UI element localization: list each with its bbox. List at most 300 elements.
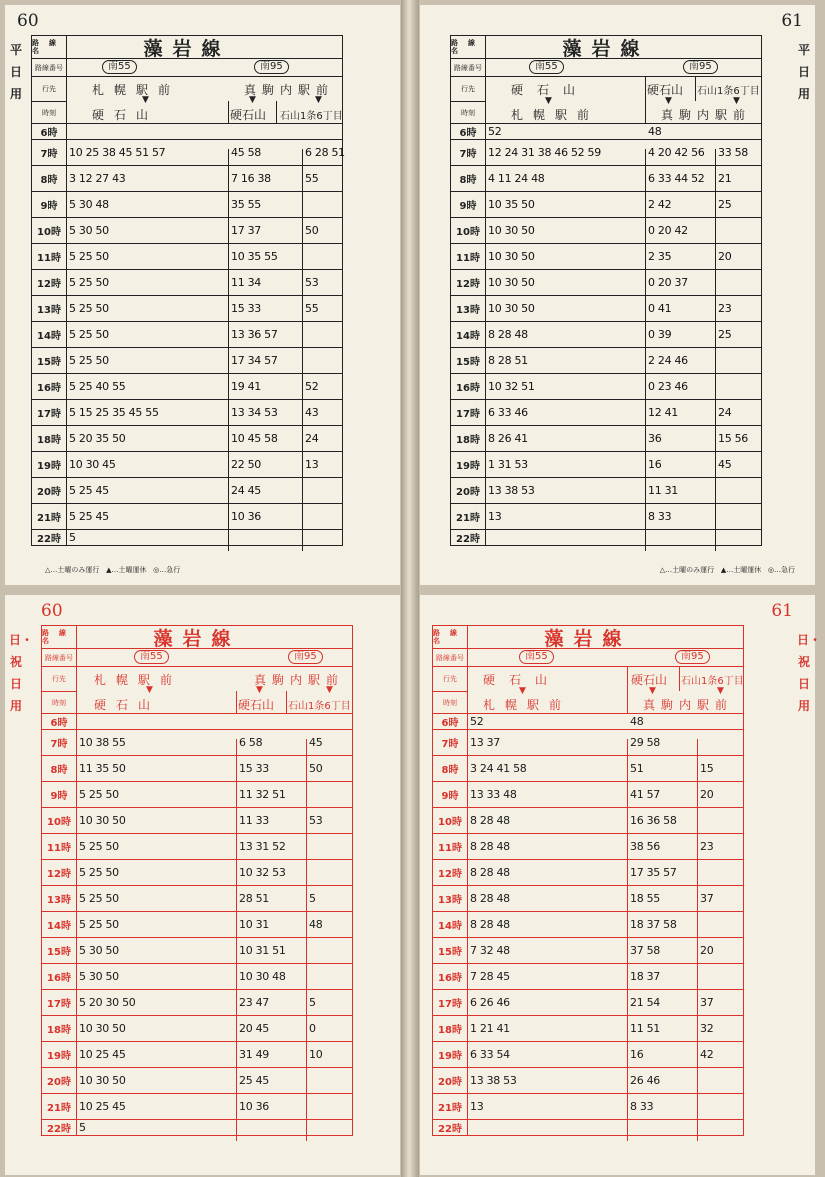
times-cell: 16 bbox=[648, 458, 662, 471]
times-cell: 20 bbox=[718, 250, 732, 263]
times-cell: 31 49 bbox=[239, 1048, 269, 1061]
hour-cell: 21時 bbox=[42, 1094, 77, 1119]
hour-cell: 13時 bbox=[433, 886, 468, 911]
times-cell: 10 25 38 45 51 57 bbox=[69, 146, 166, 159]
destination-label: 行先 bbox=[32, 77, 67, 101]
times-cell: 6 28 51 bbox=[305, 146, 345, 159]
times-cell: 11 31 bbox=[648, 484, 678, 497]
hour-label: 時刻 bbox=[32, 101, 67, 123]
hour-cell: 15時 bbox=[433, 938, 468, 963]
hour-cell: 13時 bbox=[42, 886, 77, 911]
times-cell: 6 33 54 bbox=[470, 1048, 510, 1061]
times-cell: 5 30 50 bbox=[79, 970, 119, 983]
times-cell: 13 bbox=[488, 510, 502, 523]
hour-cell: 19時 bbox=[451, 452, 486, 477]
hour-cell: 15時 bbox=[32, 348, 67, 373]
table-row bbox=[451, 124, 761, 140]
times-cell: 4 20 42 56 bbox=[648, 146, 705, 159]
times-cell: 28 51 bbox=[239, 892, 269, 905]
times-cell: 5 25 45 bbox=[69, 484, 109, 497]
hour-cell: 22時 bbox=[32, 530, 67, 545]
times-cell: 10 bbox=[309, 1048, 323, 1061]
times-cell: 11 34 bbox=[231, 276, 261, 289]
times-cell: 13 31 52 bbox=[239, 840, 286, 853]
times-cell: 5 30 48 bbox=[69, 198, 109, 211]
table-row bbox=[32, 192, 342, 218]
legend-item: ◎…急行 bbox=[767, 566, 795, 574]
destination-top: 硬石山 bbox=[647, 83, 684, 97]
legend-item: ◎…急行 bbox=[153, 566, 181, 574]
hour-cell: 6時 bbox=[451, 124, 486, 139]
times-cell: 10 30 45 bbox=[69, 458, 116, 471]
times-cell: 10 45 58 bbox=[231, 432, 278, 445]
times-cell: 18 37 58 bbox=[630, 918, 677, 931]
route-badge: 南95 bbox=[683, 60, 718, 74]
times-cell: 52 bbox=[488, 125, 502, 138]
times-cell: 48 bbox=[309, 918, 323, 931]
table-row bbox=[32, 478, 342, 504]
hour-cell: 18時 bbox=[42, 1016, 77, 1041]
route-badge: 南55 bbox=[519, 650, 554, 664]
destination-top: 石山1条6丁目 bbox=[697, 86, 760, 97]
table-row bbox=[32, 124, 342, 140]
times-cell: 32 bbox=[700, 1022, 714, 1035]
times-cell: 50 bbox=[305, 224, 319, 237]
times-cell: 13 36 57 bbox=[231, 328, 278, 341]
hour-label: 時刻 bbox=[42, 691, 77, 713]
times-cell: 13 38 53 bbox=[470, 1074, 517, 1087]
hour-cell: 8時 bbox=[451, 166, 486, 191]
hour-cell: 6時 bbox=[42, 714, 77, 729]
column-divider bbox=[228, 149, 229, 551]
times-cell: 11 33 bbox=[239, 814, 269, 827]
route-label: 路線番号 bbox=[42, 649, 77, 666]
times-cell bbox=[302, 124, 305, 139]
times-cell: 45 bbox=[309, 736, 323, 749]
times-cell: 5 25 50 bbox=[79, 892, 119, 905]
times-cell: 10 30 50 bbox=[79, 1022, 126, 1035]
destination-row bbox=[433, 667, 743, 714]
times-cell: 5 20 35 50 bbox=[69, 432, 126, 445]
timetable bbox=[450, 35, 762, 546]
column-divider bbox=[286, 691, 287, 713]
times-cell: 0 bbox=[309, 1022, 316, 1035]
legend-item: ▲…土曜運休 bbox=[106, 566, 147, 574]
legend-item: △…土曜のみ運行 bbox=[659, 566, 715, 574]
line-label: 路線名 bbox=[42, 626, 77, 648]
times-cell: 13 33 48 bbox=[470, 788, 517, 801]
time-rows bbox=[433, 714, 743, 1135]
hour-cell: 17時 bbox=[433, 990, 468, 1015]
times-cell: 25 bbox=[718, 198, 732, 211]
timetable bbox=[31, 35, 343, 546]
hour-cell: 10時 bbox=[42, 808, 77, 833]
times-cell: 20 bbox=[700, 788, 714, 801]
column-divider bbox=[228, 101, 229, 123]
hour-cell: 14時 bbox=[451, 322, 486, 347]
times-cell: 25 45 bbox=[239, 1074, 269, 1087]
legend-item: △…土曜のみ運行 bbox=[45, 566, 100, 574]
hour-cell: 8時 bbox=[32, 166, 67, 191]
times-cell: 18 37 bbox=[630, 970, 660, 983]
times-cell: 12 41 bbox=[648, 406, 678, 419]
times-cell: 15 33 bbox=[231, 302, 261, 315]
times-cell: 5 25 50 bbox=[79, 840, 119, 853]
route-row bbox=[451, 59, 761, 77]
hour-cell: 10時 bbox=[32, 218, 67, 243]
times-cell: 3 24 41 58 bbox=[470, 762, 527, 775]
times-cell: 45 bbox=[718, 458, 732, 471]
times-cell: 8 28 48 bbox=[470, 840, 510, 853]
times-cell bbox=[306, 714, 309, 729]
arrow-down-icon: ▼ bbox=[146, 685, 153, 695]
times-cell: 52 bbox=[470, 715, 484, 728]
hour-cell: 11時 bbox=[451, 244, 486, 269]
times-cell: 5 25 50 bbox=[69, 328, 109, 341]
times-cell bbox=[236, 714, 239, 729]
hour-cell: 13時 bbox=[451, 296, 486, 321]
page-number: 61 bbox=[781, 11, 803, 31]
times-cell: 6 33 46 bbox=[488, 406, 528, 419]
destination-top: 札幌駅前 bbox=[94, 673, 183, 687]
hour-cell: 16時 bbox=[451, 374, 486, 399]
times-cell: 8 28 48 bbox=[488, 328, 528, 341]
route-badge: 南95 bbox=[675, 650, 710, 664]
times-cell: 13 bbox=[305, 458, 319, 471]
times-cell: 10 30 50 bbox=[79, 1074, 126, 1087]
table-row bbox=[32, 426, 342, 452]
times-cell: 37 bbox=[700, 996, 714, 1009]
destination-top: 硬石山 bbox=[511, 83, 590, 97]
destination-top: 真駒内駅前 bbox=[254, 673, 345, 687]
destination-bottom: 硬石山 bbox=[230, 108, 267, 122]
times-cell: 20 bbox=[700, 944, 714, 957]
hour-label: 時刻 bbox=[451, 101, 486, 123]
destination-label: 行先 bbox=[42, 667, 77, 691]
times-cell: 10 30 50 bbox=[79, 814, 126, 827]
times-cell: 10 36 bbox=[231, 510, 261, 523]
times-cell: 5 15 25 35 45 55 bbox=[69, 406, 159, 419]
column-divider bbox=[697, 739, 698, 1141]
times-cell: 10 35 55 bbox=[231, 250, 278, 263]
route-row bbox=[32, 59, 342, 77]
times-cell: 23 bbox=[718, 302, 732, 315]
times-cell: 35 55 bbox=[231, 198, 261, 211]
times-cell: 10 30 50 bbox=[488, 250, 535, 263]
column-divider bbox=[645, 149, 646, 551]
times-cell bbox=[715, 124, 718, 139]
times-cell: 2 35 bbox=[648, 250, 672, 263]
times-cell: 13 bbox=[470, 1100, 484, 1113]
times-cell: 33 58 bbox=[718, 146, 748, 159]
legend-item: ▲…土曜運休 bbox=[720, 566, 762, 574]
weekday-right-page bbox=[420, 5, 815, 585]
weekday-left-page bbox=[5, 5, 400, 585]
route-badge: 南55 bbox=[102, 60, 137, 74]
destination-top: 真駒内駅前 bbox=[244, 83, 335, 97]
table-row bbox=[32, 218, 342, 244]
column-divider bbox=[236, 691, 237, 713]
times-cell: 0 20 37 bbox=[648, 276, 688, 289]
times-cell: 29 58 bbox=[630, 736, 660, 749]
hour-cell: 21時 bbox=[451, 504, 486, 529]
times-cell: 12 24 31 38 46 52 59 bbox=[488, 146, 601, 159]
times-cell: 1 31 53 bbox=[488, 458, 528, 471]
times-cell: 10 30 50 bbox=[488, 276, 535, 289]
hour-cell: 10時 bbox=[451, 218, 486, 243]
hour-cell: 8時 bbox=[42, 756, 77, 781]
table-row bbox=[32, 322, 342, 348]
times-cell: 2 24 46 bbox=[648, 354, 688, 367]
times-cell: 13 38 53 bbox=[488, 484, 535, 497]
times-cell: 20 45 bbox=[239, 1022, 269, 1035]
table-row bbox=[32, 400, 342, 426]
times-cell: 5 30 50 bbox=[69, 224, 109, 237]
line-label: 路線名 bbox=[433, 626, 468, 648]
times-cell: 25 bbox=[718, 328, 732, 341]
hour-cell: 14時 bbox=[42, 912, 77, 937]
hour-cell: 7時 bbox=[433, 730, 468, 755]
times-cell: 15 33 bbox=[239, 762, 269, 775]
times-cell: 3 12 27 43 bbox=[69, 172, 126, 185]
times-cell: 7 28 45 bbox=[470, 970, 510, 983]
hour-cell: 17時 bbox=[32, 400, 67, 425]
times-cell: 5 25 50 bbox=[69, 302, 109, 315]
line-name-row bbox=[42, 626, 352, 649]
times-cell: 5 30 50 bbox=[79, 944, 119, 957]
column-divider bbox=[302, 149, 303, 551]
hour-cell: 16時 bbox=[42, 964, 77, 989]
times-cell bbox=[76, 714, 79, 729]
hour-cell: 6時 bbox=[32, 124, 67, 139]
times-cell: 26 46 bbox=[630, 1074, 660, 1087]
times-cell: 5 25 50 bbox=[69, 250, 109, 263]
hour-label: 時刻 bbox=[433, 691, 468, 713]
arrow-down-icon: ▼ bbox=[665, 96, 672, 106]
times-cell: 38 56 bbox=[630, 840, 660, 853]
destination-top: 硬石山 bbox=[631, 673, 668, 687]
hour-cell: 7時 bbox=[32, 140, 67, 165]
hour-cell: 14時 bbox=[433, 912, 468, 937]
times-cell: 0 23 46 bbox=[648, 380, 688, 393]
hour-cell: 18時 bbox=[451, 426, 486, 451]
schedule-type-label: 日・祝日用 bbox=[9, 633, 34, 713]
line-name-row bbox=[433, 626, 743, 649]
hour-cell: 9時 bbox=[451, 192, 486, 217]
route-label: 路線番号 bbox=[433, 649, 468, 666]
route-badge: 南55 bbox=[134, 650, 169, 664]
time-rows bbox=[42, 714, 352, 1135]
table-row bbox=[433, 714, 743, 730]
times-cell: 13 34 53 bbox=[231, 406, 278, 419]
hour-cell: 19時 bbox=[433, 1042, 468, 1067]
times-cell: 5 25 50 bbox=[79, 918, 119, 931]
times-cell: 5 25 50 bbox=[79, 866, 119, 879]
route-badge: 南95 bbox=[288, 650, 323, 664]
table-row bbox=[32, 374, 342, 400]
table-row bbox=[42, 714, 352, 730]
arrow-down-icon: ▼ bbox=[545, 96, 552, 106]
times-cell: 8 28 48 bbox=[470, 918, 510, 931]
hour-cell: 22時 bbox=[451, 530, 486, 545]
arrow-down-icon: ▼ bbox=[249, 95, 256, 105]
destination-bottom: 真駒内駅前 bbox=[661, 108, 752, 122]
table-row bbox=[32, 530, 342, 545]
times-cell: 50 bbox=[309, 762, 323, 775]
arrow-down-icon: ▼ bbox=[649, 686, 656, 696]
destination-bottom: 石山1条6丁目 bbox=[288, 701, 351, 712]
times-cell: 10 31 bbox=[239, 918, 269, 931]
hour-cell: 7時 bbox=[451, 140, 486, 165]
times-cell: 13 37 bbox=[470, 736, 500, 749]
destination-row bbox=[451, 77, 761, 124]
page-number: 60 bbox=[41, 601, 63, 621]
table-row bbox=[32, 166, 342, 192]
times-cell: 37 58 bbox=[630, 944, 660, 957]
column-divider bbox=[627, 667, 628, 713]
hour-cell: 9時 bbox=[42, 782, 77, 807]
times-cell: 37 bbox=[700, 892, 714, 905]
times-cell: 6 26 46 bbox=[470, 996, 510, 1009]
table-row bbox=[32, 244, 342, 270]
times-cell: 45 58 bbox=[231, 146, 261, 159]
times-cell bbox=[697, 714, 700, 729]
hour-cell: 11時 bbox=[42, 834, 77, 859]
time-rows bbox=[32, 124, 345, 545]
times-cell: 17 35 57 bbox=[630, 866, 677, 879]
hour-cell: 15時 bbox=[451, 348, 486, 373]
legend bbox=[45, 565, 180, 575]
times-cell: 11 51 bbox=[630, 1022, 660, 1035]
hour-cell: 21時 bbox=[32, 504, 67, 529]
hour-cell: 6時 bbox=[433, 714, 468, 729]
times-cell bbox=[467, 1120, 470, 1135]
hour-cell: 7時 bbox=[42, 730, 77, 755]
destination-bottom: 硬石山 bbox=[238, 698, 275, 712]
destination-bottom: 硬石山 bbox=[92, 108, 159, 122]
table-row bbox=[32, 140, 345, 166]
times-cell: 10 31 51 bbox=[239, 944, 286, 957]
holiday-left-page bbox=[5, 595, 400, 1175]
times-cell: 16 bbox=[630, 1048, 644, 1061]
hour-cell: 9時 bbox=[32, 192, 67, 217]
arrow-down-icon: ▼ bbox=[142, 95, 149, 105]
times-cell: 5 25 50 bbox=[69, 276, 109, 289]
times-cell: 11 35 50 bbox=[79, 762, 126, 775]
destination-label: 行先 bbox=[433, 667, 468, 691]
line-name: 藻岩線 bbox=[544, 627, 632, 650]
column-divider bbox=[715, 149, 716, 551]
times-cell: 15 bbox=[700, 762, 714, 775]
times-cell: 5 25 45 bbox=[69, 510, 109, 523]
times-cell: 8 28 48 bbox=[470, 892, 510, 905]
column-divider bbox=[306, 739, 307, 1141]
hour-cell: 8時 bbox=[433, 756, 468, 781]
times-cell: 8 26 41 bbox=[488, 432, 528, 445]
line-name-row bbox=[451, 36, 761, 59]
arrow-down-icon: ▼ bbox=[256, 685, 263, 695]
times-cell: 19 41 bbox=[231, 380, 261, 393]
times-cell: 0 39 bbox=[648, 328, 672, 341]
column-divider bbox=[276, 101, 277, 123]
arrow-down-icon: ▼ bbox=[326, 685, 333, 695]
table-row bbox=[32, 348, 342, 374]
hour-cell: 22時 bbox=[433, 1120, 468, 1135]
times-cell: 6 58 bbox=[239, 736, 263, 749]
times-cell: 24 45 bbox=[231, 484, 261, 497]
line-name-row bbox=[32, 36, 342, 59]
destination-bottom: 硬石山 bbox=[94, 698, 161, 712]
times-cell: 18 55 bbox=[630, 892, 660, 905]
times-cell: 11 32 51 bbox=[239, 788, 286, 801]
hour-cell: 20時 bbox=[32, 478, 67, 503]
arrow-down-icon: ▼ bbox=[315, 95, 322, 105]
legend bbox=[660, 565, 795, 575]
line-name: 藻岩線 bbox=[562, 37, 650, 60]
table-row bbox=[32, 504, 342, 530]
times-cell: 10 30 50 bbox=[488, 224, 535, 237]
times-cell bbox=[228, 124, 231, 139]
arrow-down-icon: ▼ bbox=[733, 96, 740, 106]
schedule-type-label: 日・祝日用 bbox=[797, 633, 822, 713]
column-divider bbox=[679, 667, 680, 691]
times-cell: 10 38 55 bbox=[79, 736, 126, 749]
hour-cell: 20時 bbox=[42, 1068, 77, 1093]
route-badge: 南55 bbox=[529, 60, 564, 74]
hour-cell: 10時 bbox=[433, 808, 468, 833]
times-cell: 5 bbox=[79, 1121, 86, 1134]
times-cell: 17 37 bbox=[231, 224, 261, 237]
hour-cell: 9時 bbox=[433, 782, 468, 807]
times-cell: 5 25 50 bbox=[69, 354, 109, 367]
times-cell: 1 21 41 bbox=[470, 1022, 510, 1035]
destination-label: 行先 bbox=[451, 77, 486, 101]
times-cell: 24 bbox=[718, 406, 732, 419]
times-cell: 21 bbox=[718, 172, 732, 185]
line-label: 路線名 bbox=[451, 36, 486, 58]
hour-cell: 16時 bbox=[32, 374, 67, 399]
destination-top: 硬石山 bbox=[483, 673, 562, 687]
times-cell: 48 bbox=[630, 715, 644, 728]
column-divider bbox=[645, 77, 646, 123]
times-cell: 7 32 48 bbox=[470, 944, 510, 957]
times-cell: 5 20 30 50 bbox=[79, 996, 136, 1009]
hour-cell: 15時 bbox=[42, 938, 77, 963]
column-divider bbox=[695, 77, 696, 101]
arrow-down-icon: ▼ bbox=[519, 686, 526, 696]
times-cell: 5 bbox=[309, 996, 316, 1009]
page-number: 61 bbox=[771, 601, 793, 621]
column-divider bbox=[627, 739, 628, 1141]
hour-cell: 12時 bbox=[42, 860, 77, 885]
hour-cell: 18時 bbox=[32, 426, 67, 451]
times-cell: 23 bbox=[700, 840, 714, 853]
table-row bbox=[32, 452, 342, 478]
times-cell: 53 bbox=[305, 276, 319, 289]
times-cell: 24 bbox=[305, 432, 319, 445]
table-row bbox=[32, 296, 342, 322]
times-cell: 41 57 bbox=[630, 788, 660, 801]
times-cell: 5 bbox=[69, 531, 76, 544]
hour-cell: 19時 bbox=[32, 452, 67, 477]
times-cell: 8 28 48 bbox=[470, 866, 510, 879]
destination-bottom: 札幌駅前 bbox=[511, 108, 600, 122]
times-cell: 0 41 bbox=[648, 302, 672, 315]
hour-cell: 13時 bbox=[32, 296, 67, 321]
times-cell: 8 28 51 bbox=[488, 354, 528, 367]
hour-cell: 21時 bbox=[433, 1094, 468, 1119]
schedule-type-label: 平日用 bbox=[9, 43, 22, 101]
